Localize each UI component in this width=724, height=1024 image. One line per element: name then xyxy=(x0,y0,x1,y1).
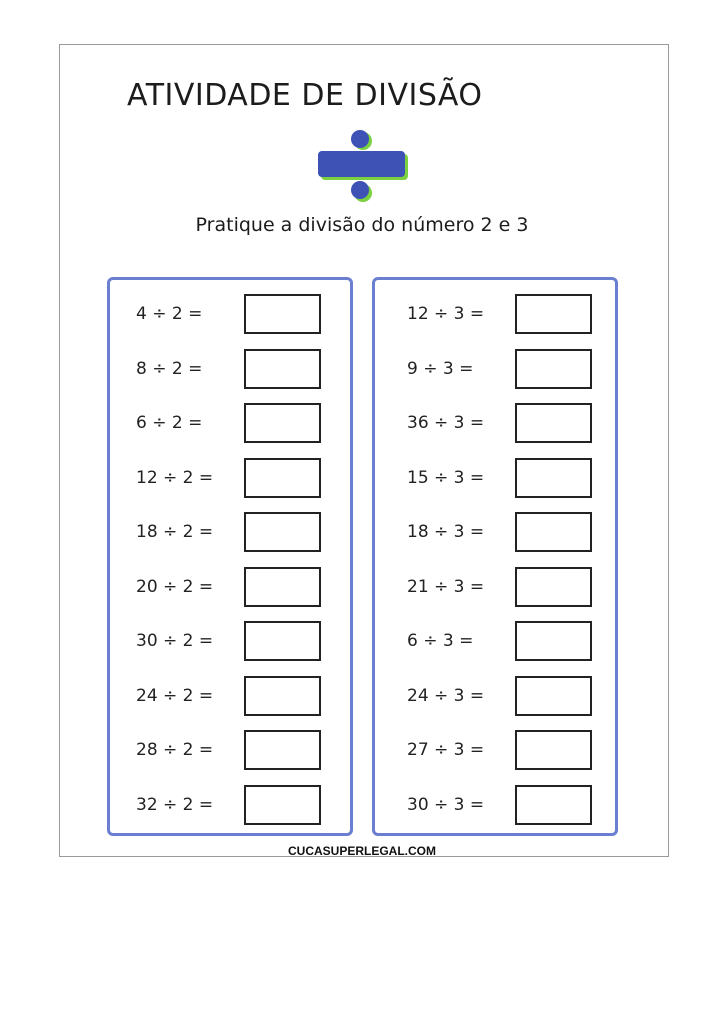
left-exercise-row xyxy=(110,785,350,825)
answer-box[interactable] xyxy=(515,621,592,661)
division-expression: 4 ÷ 2 = xyxy=(136,304,203,324)
answer-box[interactable] xyxy=(244,294,321,334)
division-expression: 18 ÷ 2 = xyxy=(136,522,214,542)
answer-box[interactable] xyxy=(244,785,321,825)
left-exercise-row xyxy=(110,730,350,770)
left-exercise-row xyxy=(110,349,350,389)
right-exercise-row xyxy=(375,512,615,552)
division-expression: 12 ÷ 3 = xyxy=(407,304,485,324)
subtitle: Pratique a divisão do número 2 e 3 xyxy=(195,214,529,236)
division-expression: 15 ÷ 3 = xyxy=(407,467,485,488)
answer-box[interactable] xyxy=(515,294,592,334)
left-exercise-row xyxy=(110,567,350,607)
right-exercise-row xyxy=(375,621,615,661)
answer-box[interactable] xyxy=(244,349,321,389)
right-exercise-row xyxy=(375,567,615,607)
page-title: ATIVIDADE DE DIVISÃO xyxy=(127,78,483,113)
right-exercise-panel xyxy=(372,277,618,836)
left-exercise-panel xyxy=(107,277,353,836)
answer-box[interactable] xyxy=(515,512,592,552)
answer-box[interactable] xyxy=(515,730,592,770)
division-expression: 6 ÷ 3 = xyxy=(407,631,474,651)
left-exercise-row xyxy=(110,676,350,716)
left-exercise-row xyxy=(110,458,350,498)
division-expression: 24 ÷ 3 = xyxy=(407,685,485,706)
division-expression: 30 ÷ 3 = xyxy=(407,794,485,815)
right-exercise-row xyxy=(375,349,615,389)
division-expression: 12 ÷ 2 = xyxy=(136,467,214,488)
division-expression: 18 ÷ 3 = xyxy=(407,522,485,542)
answer-box[interactable] xyxy=(515,349,592,389)
answer-box[interactable] xyxy=(244,621,321,661)
right-exercise-row xyxy=(375,785,615,825)
division-expression: 21 ÷ 3 = xyxy=(407,576,485,597)
answer-box[interactable] xyxy=(515,458,592,498)
answer-box[interactable] xyxy=(244,567,321,607)
division-expression: 30 ÷ 2 = xyxy=(136,631,214,651)
answer-box[interactable] xyxy=(244,458,321,498)
footer-website: CUCASUPERLEGAL.COM xyxy=(287,844,436,858)
division-expression: 24 ÷ 2 = xyxy=(136,685,214,706)
right-exercise-row xyxy=(375,676,615,716)
answer-box[interactable] xyxy=(515,567,592,607)
answer-box[interactable] xyxy=(244,512,321,552)
right-exercise-row xyxy=(375,458,615,498)
division-expression: 27 ÷ 3 = xyxy=(407,740,485,760)
left-exercise-row xyxy=(110,403,350,443)
division-expression: 32 ÷ 2 = xyxy=(136,794,214,815)
answer-box[interactable] xyxy=(244,403,321,443)
answer-box[interactable] xyxy=(244,730,321,770)
division-expression: 20 ÷ 2 = xyxy=(136,576,214,597)
left-exercise-row xyxy=(110,621,350,661)
left-exercise-row xyxy=(110,294,350,334)
left-exercise-row xyxy=(110,512,350,552)
answer-box[interactable] xyxy=(515,785,592,825)
right-exercise-row xyxy=(375,403,615,443)
division-expression: 28 ÷ 2 = xyxy=(136,740,214,760)
division-expression: 8 ÷ 2 = xyxy=(136,358,203,379)
answer-box[interactable] xyxy=(244,676,321,716)
answer-box[interactable] xyxy=(515,403,592,443)
answer-box[interactable] xyxy=(515,676,592,716)
division-expression: 6 ÷ 2 = xyxy=(136,413,203,433)
division-sign-icon xyxy=(313,130,413,204)
right-exercise-row xyxy=(375,730,615,770)
right-exercise-row xyxy=(375,294,615,334)
division-expression: 36 ÷ 3 = xyxy=(407,413,485,433)
division-expression: 9 ÷ 3 = xyxy=(407,358,474,379)
